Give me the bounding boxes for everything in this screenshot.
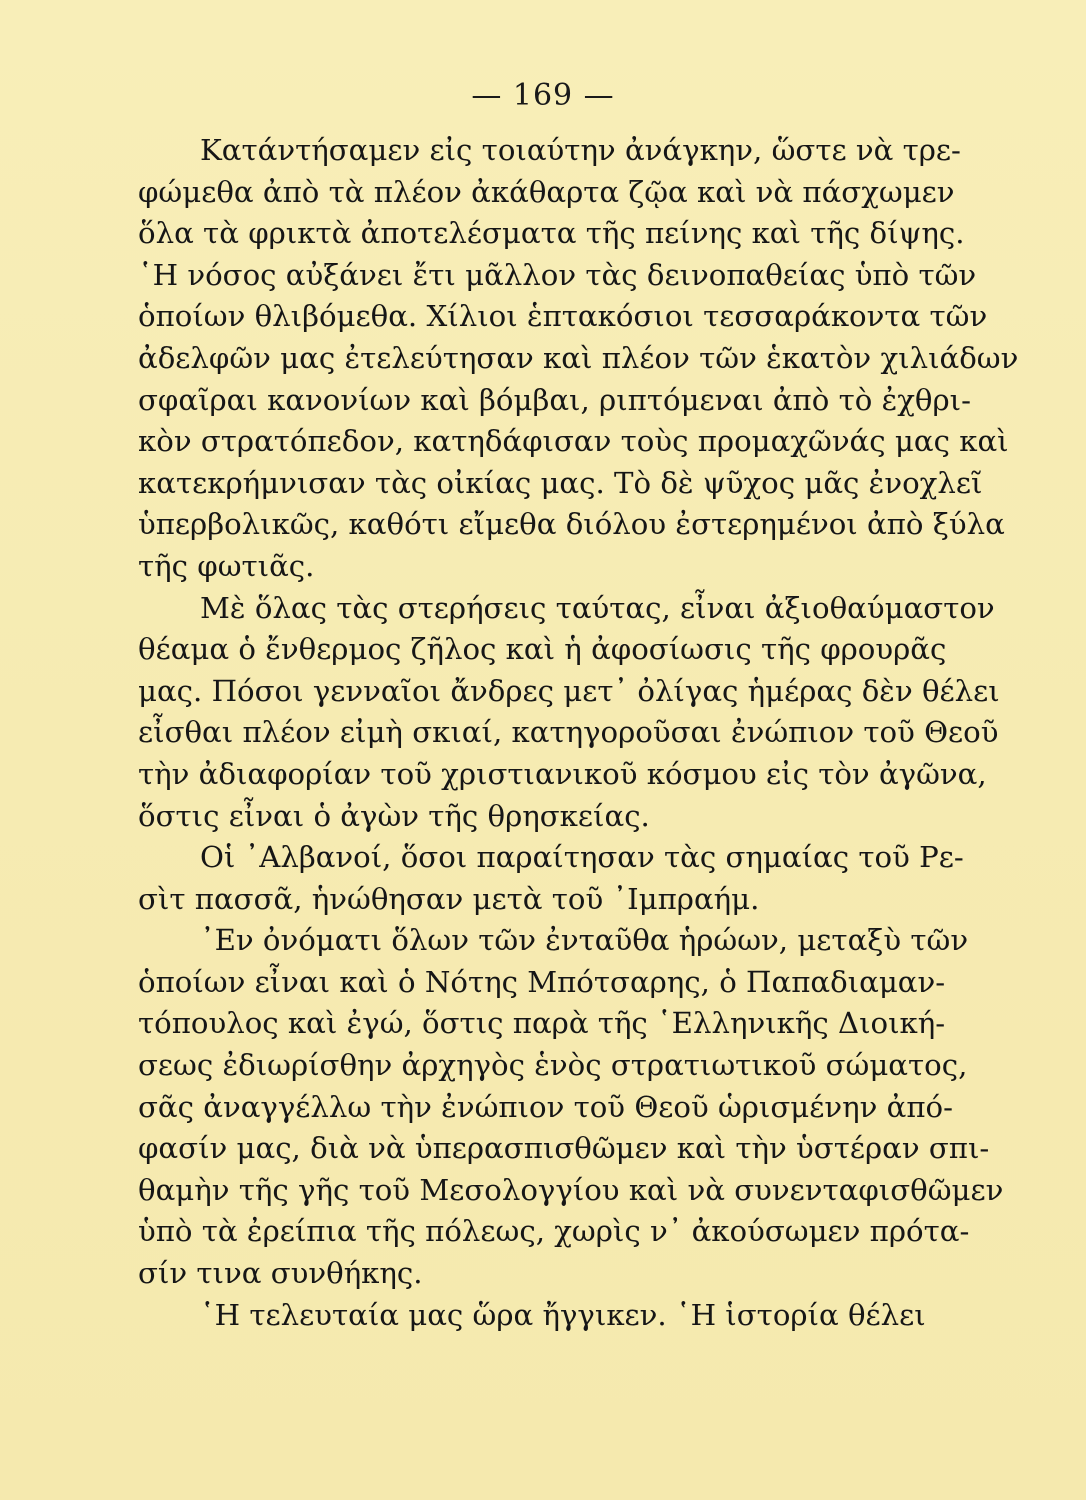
text-line: τῆς φωτιᾶς.: [138, 548, 315, 583]
text-line: σὶτ πασσᾶ, ἡνώθησαν μετὰ τοῦ ᾿Ιμπραήμ.: [138, 881, 760, 916]
text-line: ὁποίων θλιβόμεθα. Χίλιοι ἑπτακόσιοι τεσσαράκοντα τῶν: [138, 299, 988, 334]
text-line: Οἱ ᾿Αλβανοί, ὅσοι παραίτησαν τὰς σημαίας τοῦ Ρε-: [200, 840, 964, 875]
text-line: σεως ἐδιωρίσθην ἀρχηγὸς ἑνὸς στρατιωτικοῦ σώματος,: [138, 1048, 968, 1083]
text-line: φώμεθα ἀπὸ τὰ πλέον ἀκάθαρτα ζῷα καὶ νὰ πάσχωμεν: [138, 174, 955, 209]
text-line: φασίν μας, διὰ νὰ ὑπερασπισθῶμεν καὶ τὴν ὑστέραν σπι-: [138, 1131, 990, 1166]
text-line: κατεκρήμνισαν τὰς οἰκίας μας. Τὸ δὲ ψῦχος μᾶς ἐνοχλεῖ: [138, 465, 983, 500]
text-line: ὅστις εἶναι ὁ ἀγὼν τῆς θρησκείας.: [138, 798, 650, 833]
text-line: ᾿Εν ὀνόματι ὅλων τῶν ἐνταῦθα ἡρώων, μεταξὺ τῶν: [200, 923, 969, 958]
text-line: Μὲ ὅλας τὰς στερήσεις ταύτας, εἶναι ἀξιοθαύμαστον: [200, 590, 995, 625]
text-line: ὁποίων εἶναι καὶ ὁ Νότης Μπότσαρης, ὁ Παπαδιαμαν-: [138, 964, 946, 999]
text-line: ὑπερβολικῶς, καθότι εἴμεθα διόλου ἐστερημένοι ἀπὸ ξύλα: [138, 507, 1005, 542]
text-line: ὅλα τὰ φρικτὰ ἀποτελέσματα τῆς πείνης καὶ τῆς δίψης.: [138, 216, 965, 251]
text-line: σᾶς ἀναγγέλλω τὴν ἐνώπιον τοῦ Θεοῦ ὡρισμένην ἀπό-: [138, 1089, 953, 1124]
text-line: τὴν ἀδιαφορίαν τοῦ χριστιανικοῦ κόσμου εἰς τὸν ἀγῶνα,: [138, 756, 987, 791]
text-line: θαμὴν τῆς γῆς τοῦ Μεσολογγίου καὶ νὰ συνενταφισθῶμεν: [138, 1172, 1004, 1207]
text-line: τόπουλος καὶ ἐγώ, ὅστις παρὰ τῆς ῾Ελληνικῆς Διοική-: [138, 1006, 946, 1041]
text-line: σφαῖραι κανονίων καὶ βόμβαι, ριπτόμεναι ἀπὸ τὸ ἐχθρι-: [138, 382, 971, 417]
text-line: κὸν στρατόπεδον, κατηδάφισαν τοὺς προμαχῶνάς μας καὶ: [138, 424, 1009, 459]
text-line: εἶσθαι πλέον εἰμὴ σκιαί, κατηγοροῦσαι ἐνώπιον τοῦ Θεοῦ: [138, 715, 999, 750]
text-line: ῾Η τελευταία μας ὥρα ἤγγικεν. ῾Η ἱστορία θέλει: [200, 1297, 926, 1332]
text-line: Κατάντήσαμεν εἰς τοιαύτην ἀνάγκην, ὥστε νὰ τρε-: [200, 133, 961, 167]
text-line: μας. Πόσοι γενναῖοι ἄνδρες μετ᾽ ὀλίγας ἡμέρας δὲν θέλει: [138, 673, 1000, 708]
text-line: θέαμα ὁ ἔνθερμος ζῆλος καὶ ἡ ἀφοσίωσις τῆς φρουρᾶς: [138, 632, 947, 667]
page-number: — 169 —: [471, 78, 615, 113]
text-line: ὑπὸ τὰ ἐρείπια τῆς πόλεως, χωρὶς ν᾽ ἀκούσωμεν πρότα-: [138, 1214, 970, 1249]
body-text: [138, 130, 1019, 1336]
text-line: ἀδελφῶν μας ἐτελεύτησαν καὶ πλέον τῶν ἑκατὸν χιλιάδων: [138, 340, 1019, 375]
text-line: ῾Η νόσος αὐξάνει ἔτι μᾶλλον τὰς δεινοπαθείας ὑπὸ τῶν: [138, 257, 977, 292]
text-line: σίν τινα συνθήκης.: [138, 1256, 423, 1291]
